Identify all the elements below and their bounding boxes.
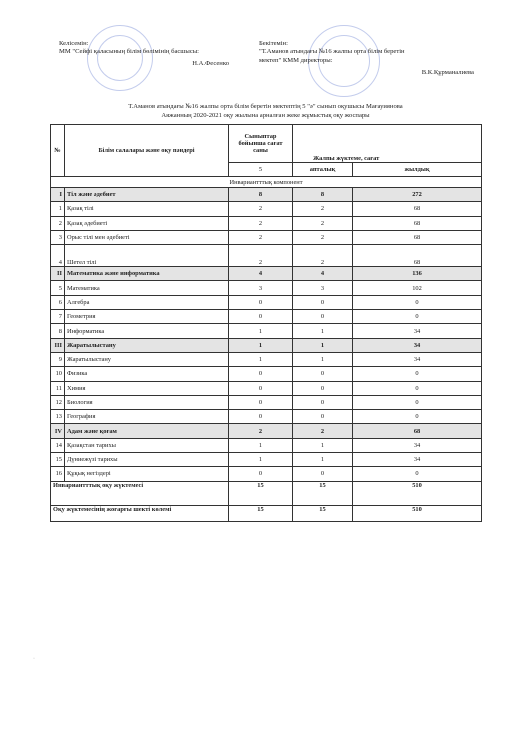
row-subject: Адам және қоғам [65, 424, 229, 438]
row-weekly-hours: 1 [293, 324, 353, 338]
row-grade-hours: 1 [229, 338, 293, 352]
row-weekly-hours: 0 [293, 367, 353, 381]
table-row [51, 395, 482, 409]
header-grade: 5 [229, 163, 293, 177]
invariant-total-row-v2: 15 [293, 481, 353, 505]
row-weekly-hours: 0 [293, 381, 353, 395]
row-num: 15 [51, 453, 65, 467]
row-num: 7 [51, 310, 65, 324]
row-yearly-hours: 0 [353, 367, 482, 381]
table-row [51, 310, 482, 324]
header-yearly: жылдық [353, 163, 482, 177]
row-grade-hours: 1 [229, 352, 293, 366]
row-subject: Шетел тілі [65, 245, 229, 267]
row-yearly-hours: 272 [353, 188, 482, 202]
table-row [51, 467, 482, 481]
max-load-row-v1: 15 [229, 505, 293, 521]
row-subject: Дүниежүзі тарихы [65, 453, 229, 467]
approval-right-signature: В.К.Құрманалиева [421, 69, 474, 76]
row-grade-hours: 2 [229, 230, 293, 244]
header-area: Білім салалары және оқу пәндері [65, 125, 229, 177]
row-subject: Құқық негіздері [65, 467, 229, 481]
row-num: I [51, 188, 65, 202]
table-row [51, 438, 482, 452]
table-row [51, 453, 482, 467]
invariant-total-row-v3: 510 [353, 481, 482, 505]
row-grade-hours: 2 [229, 245, 293, 267]
row-num: 13 [51, 410, 65, 424]
row-grade-hours: 0 [229, 367, 293, 381]
approval-left [59, 40, 239, 57]
curriculum-body [51, 177, 482, 522]
row-subject: Орыс тілі мен әдебиеті [65, 230, 229, 244]
max-load-row-v3: 510 [353, 505, 482, 521]
row-num: 2 [51, 216, 65, 230]
row-weekly-hours: 0 [293, 410, 353, 424]
row-grade-hours: 3 [229, 281, 293, 295]
row-weekly-hours: 2 [293, 230, 353, 244]
row-yearly-hours: 34 [353, 338, 482, 352]
row-subject: Қазақ әдебиеті [65, 216, 229, 230]
approval-left-title: Келісемін: [59, 40, 89, 47]
row-num: 14 [51, 438, 65, 452]
row-subject: География [65, 410, 229, 424]
row-yearly-hours: 0 [353, 310, 482, 324]
table-row [51, 381, 482, 395]
table-row [51, 230, 482, 244]
table-row [51, 216, 482, 230]
row-yearly-hours: 68 [353, 245, 482, 267]
row-num: 9 [51, 352, 65, 366]
row-num: 8 [51, 324, 65, 338]
table-row [51, 188, 482, 202]
row-subject: Жаратылыстану [65, 352, 229, 366]
row-num: 10 [51, 367, 65, 381]
row-grade-hours: 1 [229, 438, 293, 452]
row-weekly-hours: 1 [293, 438, 353, 452]
row-subject: Информатика [65, 324, 229, 338]
approval-right [259, 40, 474, 65]
approval-left-signature: Н.А.Фесенко [192, 60, 229, 67]
row-subject: Қазақстан тарихы [65, 438, 229, 452]
row-weekly-hours: 4 [293, 267, 353, 281]
row-yearly-hours: 0 [353, 467, 482, 481]
table-row [51, 267, 482, 281]
row-yearly-hours: 0 [353, 410, 482, 424]
curriculum-table [50, 124, 482, 522]
row-grade-hours: 1 [229, 324, 293, 338]
row-num: 4 [51, 245, 65, 267]
header-weekly-hours: Сыныптар бойынша сағат саны [229, 125, 293, 163]
row-weekly-hours: 2 [293, 245, 353, 267]
row-yearly-hours: 68 [353, 230, 482, 244]
row-subject: Химия [65, 381, 229, 395]
invariant-total-row-label: Инвариантттық оқу жүктемесі [51, 481, 229, 505]
invariant-total-row-v1: 15 [229, 481, 293, 505]
row-subject: Жаратылыстану [65, 338, 229, 352]
row-grade-hours: 0 [229, 310, 293, 324]
header-num: № [51, 125, 65, 177]
row-grade-hours: 4 [229, 267, 293, 281]
table-row [51, 281, 482, 295]
table-row [51, 295, 482, 309]
row-grade-hours: 0 [229, 410, 293, 424]
row-weekly-hours: 0 [293, 310, 353, 324]
row-grade-hours: 8 [229, 188, 293, 202]
footer-mark: · [33, 656, 35, 662]
table-row [51, 324, 482, 338]
approval-right-org: "Т.Аманов атындағы №16 жалпы орта білім беретін [259, 48, 405, 56]
row-yearly-hours: 34 [353, 438, 482, 452]
max-load-row [51, 505, 482, 521]
document-title [50, 103, 481, 120]
row-yearly-hours: 34 [353, 352, 482, 366]
row-num: 3 [51, 230, 65, 244]
row-grade-hours: 0 [229, 467, 293, 481]
invariant-section-label: Инвариантттық компонент [51, 177, 482, 188]
row-num: II [51, 267, 65, 281]
left-stamp [87, 25, 153, 91]
header-weekly: апталық [293, 163, 353, 177]
table-row [51, 338, 482, 352]
row-num: 6 [51, 295, 65, 309]
row-num: 12 [51, 395, 65, 409]
row-yearly-hours: 34 [353, 453, 482, 467]
table-row [51, 424, 482, 438]
table-row [51, 367, 482, 381]
header-total-load: Жалпы жүктеме, сағат [293, 125, 482, 163]
row-yearly-hours: 136 [353, 267, 482, 281]
row-weekly-hours: 1 [293, 453, 353, 467]
row-grade-hours: 0 [229, 381, 293, 395]
row-yearly-hours: 0 [353, 395, 482, 409]
row-num: 11 [51, 381, 65, 395]
row-yearly-hours: 68 [353, 202, 482, 216]
row-num: 16 [51, 467, 65, 481]
row-grade-hours: 0 [229, 395, 293, 409]
table-row [51, 245, 482, 267]
row-yearly-hours: 0 [353, 381, 482, 395]
row-weekly-hours: 2 [293, 216, 353, 230]
row-weekly-hours: 3 [293, 281, 353, 295]
row-num: 5 [51, 281, 65, 295]
row-grade-hours: 2 [229, 216, 293, 230]
row-yearly-hours: 68 [353, 424, 482, 438]
row-weekly-hours: 1 [293, 338, 353, 352]
row-subject: Геометрия [65, 310, 229, 324]
table-row [51, 202, 482, 216]
row-yearly-hours: 102 [353, 281, 482, 295]
row-weekly-hours: 2 [293, 424, 353, 438]
row-num: III [51, 338, 65, 352]
row-weekly-hours: 1 [293, 352, 353, 366]
row-subject: Математика [65, 281, 229, 295]
row-yearly-hours: 34 [353, 324, 482, 338]
row-subject: Биология [65, 395, 229, 409]
row-subject: Физика [65, 367, 229, 381]
row-grade-hours: 1 [229, 453, 293, 467]
document-title-line2: Аяжанның 2020-2021 оқу жылына арналған жеке жұмыстық оқу жоспары [161, 111, 370, 119]
row-subject: Тіл және әдебиет [65, 188, 229, 202]
row-num: 1 [51, 202, 65, 216]
row-weekly-hours: 8 [293, 188, 353, 202]
approval-left-org: ММ "Сейфі қаласының білім бөлімінің басшысы: [59, 48, 200, 56]
row-grade-hours: 0 [229, 295, 293, 309]
row-subject: Алгебра [65, 295, 229, 309]
row-subject: Математика және информатика [65, 267, 229, 281]
row-weekly-hours: 0 [293, 295, 353, 309]
row-grade-hours: 2 [229, 424, 293, 438]
row-weekly-hours: 0 [293, 395, 353, 409]
approval-right-role: мектеп" КММ директоры: [259, 56, 333, 64]
row-num: IV [51, 424, 65, 438]
table-row [51, 352, 482, 366]
max-load-row-label: Оқу жүктемесінің жоғарғы шекті көлемі [51, 505, 229, 521]
row-yearly-hours: 68 [353, 216, 482, 230]
invariant-total-row [51, 481, 482, 505]
max-load-row-v2: 15 [293, 505, 353, 521]
row-yearly-hours: 0 [353, 295, 482, 309]
row-weekly-hours: 2 [293, 202, 353, 216]
approval-right-title: Бекітемін: [259, 40, 288, 47]
table-row [51, 410, 482, 424]
row-subject: Қазақ тілі [65, 202, 229, 216]
row-grade-hours: 2 [229, 202, 293, 216]
document-title-line1: Т.Аманов атындағы №16 жалпы орта білім беретін мектептің 5 "ә" сынып оқушысы Мағауиянова [128, 103, 403, 110]
row-weekly-hours: 0 [293, 467, 353, 481]
